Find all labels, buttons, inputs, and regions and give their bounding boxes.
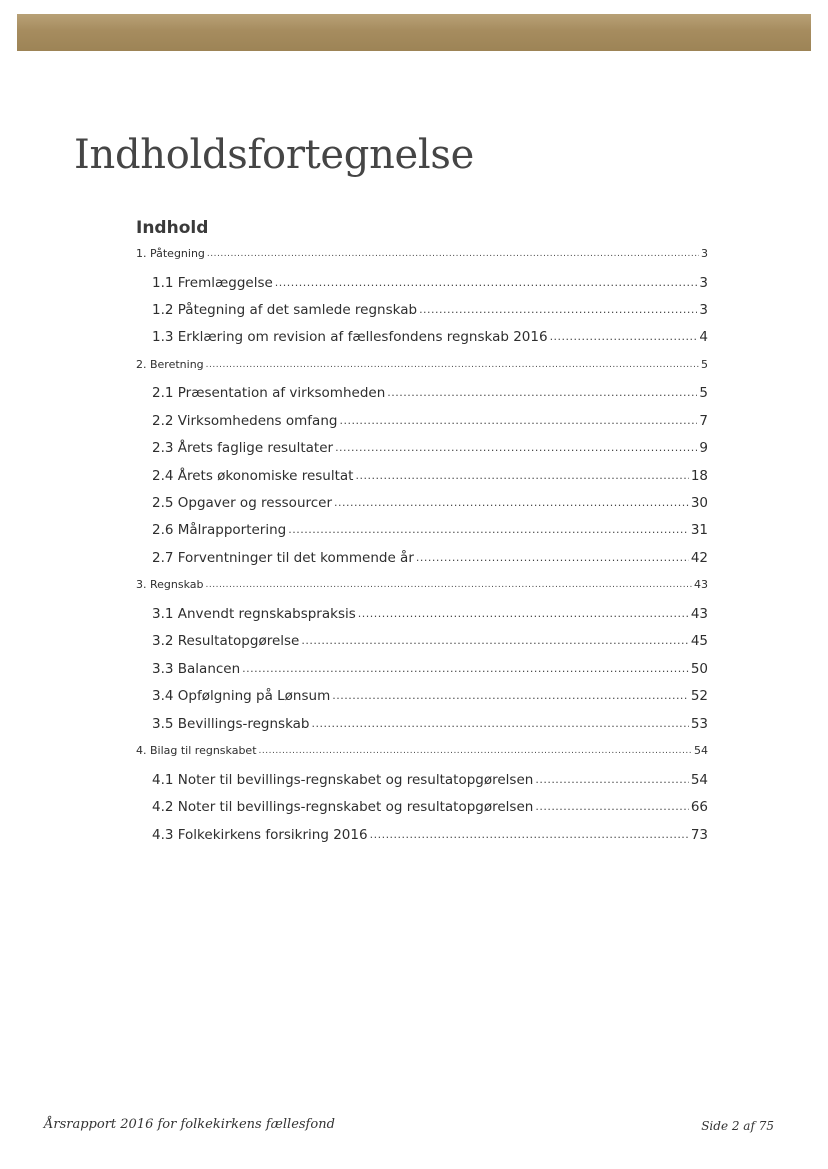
toc-entry-label: 3.4 Opfølgning på Lønsum [152, 688, 331, 704]
toc-entry-page: 73 [690, 827, 708, 843]
toc-entry-label: 1.1 Fremlæggelse [152, 275, 273, 291]
toc-entry-label: 2.3 Årets faglige resultater [152, 440, 334, 456]
toc-entry-page: 42 [690, 550, 708, 566]
toc-entry-label: 1.2 Påtegning af det samlede regnskab [152, 302, 418, 318]
toc-entry-label: 3.5 Bevillings-regnskab [152, 716, 310, 732]
toc-entry-page: 54 [690, 772, 708, 788]
toc-entry-3-3[interactable] [152, 661, 708, 677]
toc-entry-2-5[interactable] [152, 495, 708, 511]
toc-entry-page: 4 [699, 329, 708, 345]
toc-leader-dots [355, 467, 688, 483]
toc-entry-3-4[interactable] [152, 688, 708, 704]
toc-entry-1-2[interactable] [152, 302, 708, 318]
toc-entry-page: 5 [701, 358, 708, 371]
toc-entry-label: 4.3 Folkekirkens forsikring 2016 [152, 827, 368, 843]
toc-entry-label: 1. Påtegning [136, 247, 205, 260]
toc-entry-page: 7 [699, 413, 708, 429]
footer-page-number: Side 2 af 75 [701, 1119, 774, 1133]
toc-entry-page: 9 [699, 440, 708, 456]
toc-leader-dots [259, 743, 692, 756]
toc-entry-section-2[interactable] [136, 358, 708, 371]
toc-entry-label: 3. Regnskab [136, 578, 204, 591]
toc-entry-page: 3 [699, 275, 708, 291]
toc-entry-1-1[interactable] [152, 275, 708, 291]
toc-entry-label: 2.6 Målrapportering [152, 522, 287, 538]
toc-entry-label: 2. Beretning [136, 358, 204, 371]
toc-leader-dots [419, 301, 697, 317]
toc-leader-dots [301, 632, 688, 648]
toc-entry-page: 53 [690, 716, 708, 732]
toc-entry-page: 52 [690, 688, 708, 704]
toc-entry-page: 43 [694, 578, 708, 591]
toc-leader-dots [206, 577, 693, 590]
toc-entry-section-1[interactable] [136, 247, 708, 260]
toc-entry-label: 2.4 Årets økonomiske resultat [152, 468, 354, 484]
toc-entry-3-2[interactable] [152, 633, 708, 649]
toc-leader-dots [370, 826, 689, 842]
toc-entry-2-1[interactable] [152, 385, 708, 401]
toc-entry-4-3[interactable] [152, 827, 708, 843]
toc-leader-dots [242, 660, 689, 676]
toc-entry-page: 3 [699, 302, 708, 318]
toc-entry-page: 30 [690, 495, 708, 511]
toc-entry-page: 31 [690, 522, 708, 538]
toc-leader-dots [207, 246, 699, 259]
toc-entry-label: 4.2 Noter til bevillings-regnskabet og resultatopgørelsen [152, 799, 534, 815]
toc-leader-dots [358, 605, 689, 621]
toc-leader-dots [550, 328, 698, 344]
toc-entry-section-4[interactable] [136, 744, 708, 757]
toc-entry-label: 2.5 Opgaver og ressourcer [152, 495, 333, 511]
toc-entry-label: 2.7 Forventninger til det kommende år [152, 550, 414, 566]
toc-entry-4-2[interactable] [152, 799, 708, 815]
toc-entry-page: 3 [701, 247, 708, 260]
toc-entry-page: 66 [690, 799, 708, 815]
toc-leader-dots [535, 798, 688, 814]
toc-entry-3-5[interactable] [152, 716, 708, 732]
toc-entry-label: 4.1 Noter til bevillings-regnskabet og resultatopgørelsen [152, 772, 534, 788]
header-bar [17, 14, 811, 51]
toc-heading: Indhold [136, 218, 209, 238]
toc-entry-label: 1.3 Erklæring om revision af fællesfondens regnskab 2016 [152, 329, 548, 345]
page-title: Indholdsfortegnelse [74, 132, 475, 178]
toc-entry-page: 5 [699, 385, 708, 401]
toc-leader-dots [334, 494, 689, 510]
toc-leader-dots [387, 384, 697, 400]
toc-entry-page: 50 [690, 661, 708, 677]
toc-entry-section-3[interactable] [136, 578, 708, 591]
toc-leader-dots [275, 274, 698, 290]
toc-entry-label: 2.2 Virksomhedens omfang [152, 413, 338, 429]
toc-leader-dots [335, 439, 697, 455]
toc-entry-label: 3.3 Balancen [152, 661, 241, 677]
toc-leader-dots [535, 771, 688, 787]
toc-entry-2-3[interactable] [152, 440, 708, 456]
toc-entry-label: 3.2 Resultatopgørelse [152, 633, 300, 649]
toc-entry-label: 4. Bilag til regnskabet [136, 744, 257, 757]
footer-report-title: Årsrapport 2016 for folkekirkens fællesfond [44, 1117, 335, 1132]
toc-entry-page: 43 [690, 606, 708, 622]
toc-leader-dots [206, 357, 699, 370]
toc-entry-label: 3.1 Anvendt regnskabspraksis [152, 606, 356, 622]
toc-leader-dots [416, 549, 689, 565]
toc-leader-dots [332, 687, 689, 703]
toc-entry-4-1[interactable] [152, 772, 708, 788]
toc-entry-page: 18 [690, 468, 708, 484]
toc-entry-page: 54 [694, 744, 708, 757]
toc-entry-3-1[interactable] [152, 606, 708, 622]
toc-entry-2-4[interactable] [152, 468, 708, 484]
toc-entry-2-6[interactable] [152, 522, 708, 538]
toc-entry-page: 45 [690, 633, 708, 649]
toc-entry-2-2[interactable] [152, 413, 708, 429]
toc-leader-dots [339, 412, 697, 428]
toc-leader-dots [312, 715, 689, 731]
toc-leader-dots [288, 521, 689, 537]
toc-entry-label: 2.1 Præsentation af virksomheden [152, 385, 386, 401]
toc-entry-2-7[interactable] [152, 550, 708, 566]
toc-entry-1-3[interactable] [152, 329, 708, 345]
